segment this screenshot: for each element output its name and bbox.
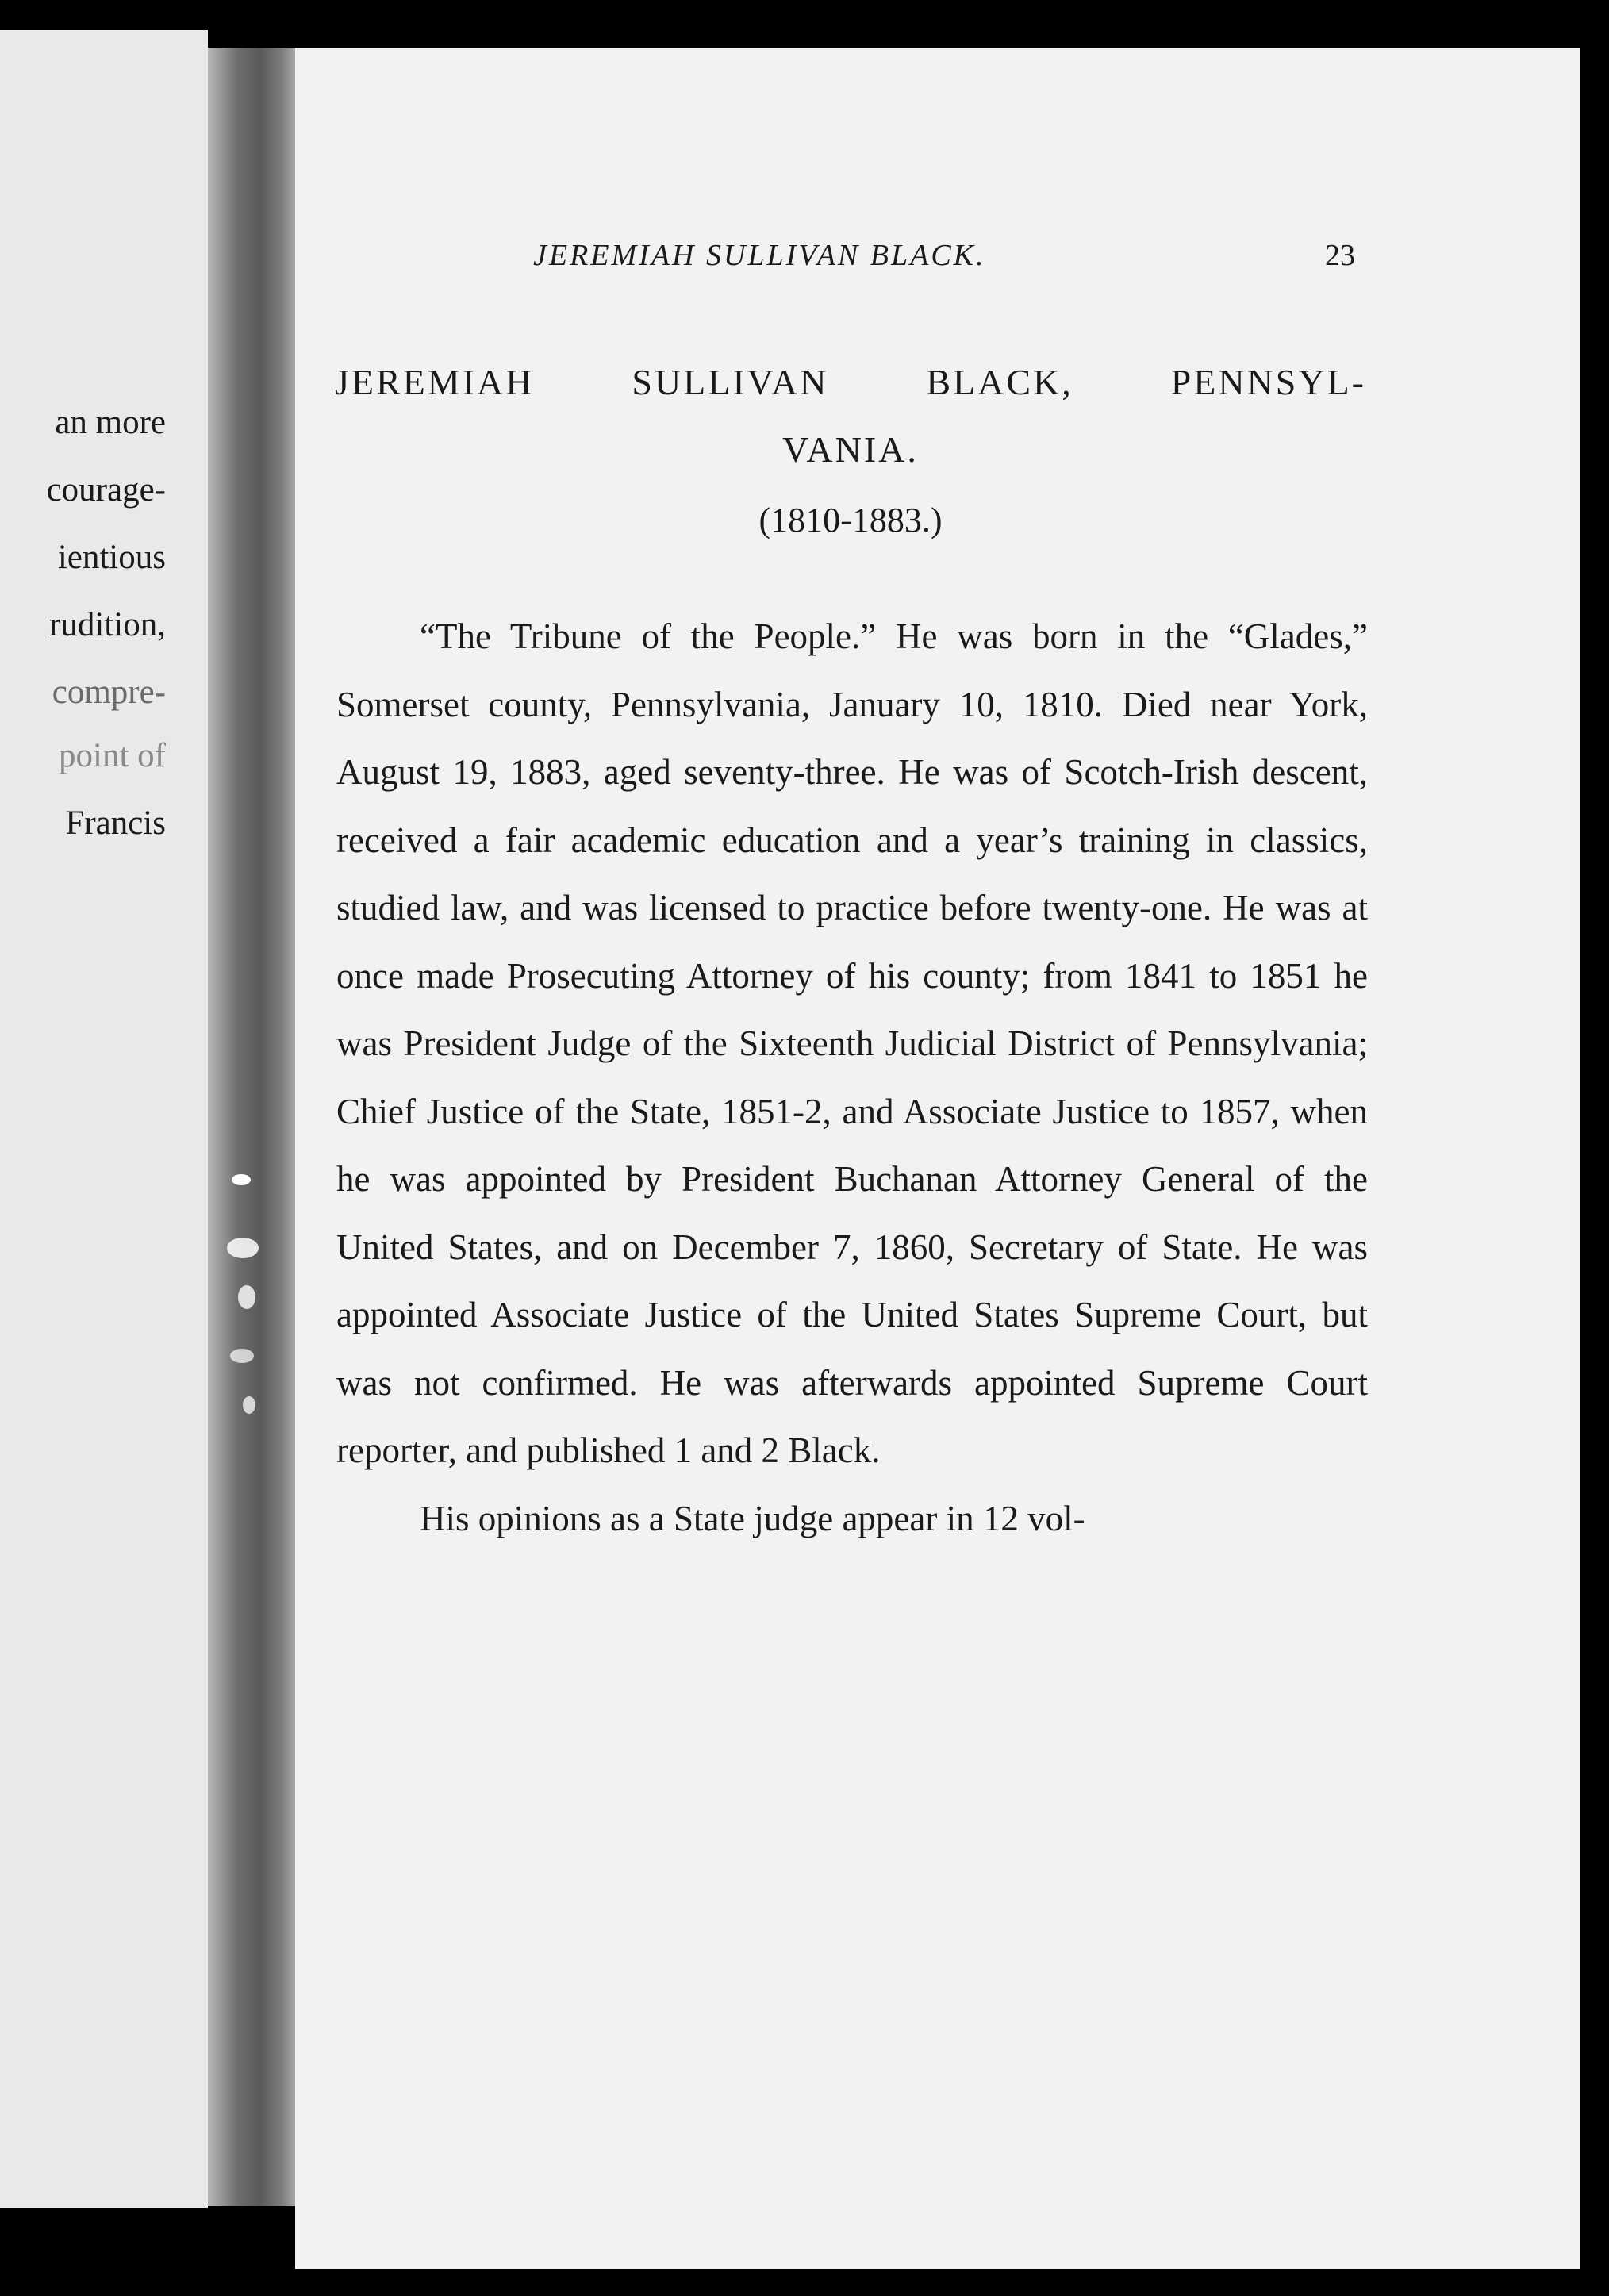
left-page: [0, 30, 208, 2208]
right-page: [295, 48, 1580, 2269]
body-text: [336, 603, 1368, 1553]
left-page-line: point of: [59, 737, 166, 774]
left-page-line: an more: [55, 404, 166, 441]
paper-speck: [230, 1349, 254, 1363]
left-page-line: courage-: [46, 471, 166, 509]
paper-speck: [238, 1285, 255, 1309]
chapter-title-line-1: JEREMIAH SULLIVAN BLACK, PENNSYL-: [335, 362, 1366, 402]
left-page-line: rudition,: [49, 606, 166, 643]
paragraph: “The Tribune of the People.” He was born in the “Glades,” Somerset county, Pennsylvania, January 10, 1810. Died near York, August 19, 1883, aged seventy-three. He was of Scotch-Irish descent, received a fair academic education and a year’s training in classics, studied law, and was licensed to practice before twenty-one. He was at once made Prosecuting Attorney of his county; from 1841 to 1851 he was President Judge of the Sixteenth Judicial District of Pennsylvania; Chief Justice of the State, 1851-2, and Associate Justice to 1857, when he was appointed by President Buchanan Attorney General of the United States, and on December 7, 1860, Secretary of State. He was appointed Associate Justice of the United States Supreme Court, but was not confirmed. He was afterwards appointed Supreme Court reporter, and published 1 and 2 Black.: [336, 616, 1368, 1470]
running-head: JEREMIAH SULLIVAN BLACK.: [533, 239, 986, 272]
left-page-line: Francis: [65, 804, 166, 842]
chapter-title-line-2: VANIA.: [782, 429, 919, 470]
paper-speck: [227, 1238, 259, 1258]
left-page-line: compre-: [52, 674, 166, 711]
book-gutter: [208, 48, 295, 2206]
paper-speck: [243, 1396, 255, 1414]
page-number: 23: [1325, 239, 1355, 272]
life-dates: (1810-1883.): [758, 501, 943, 539]
paper-speck: [232, 1174, 251, 1185]
left-page-line: ientious: [57, 539, 166, 576]
paragraph: His opinions as a State judge appear in 12 vol-: [420, 1498, 1085, 1538]
